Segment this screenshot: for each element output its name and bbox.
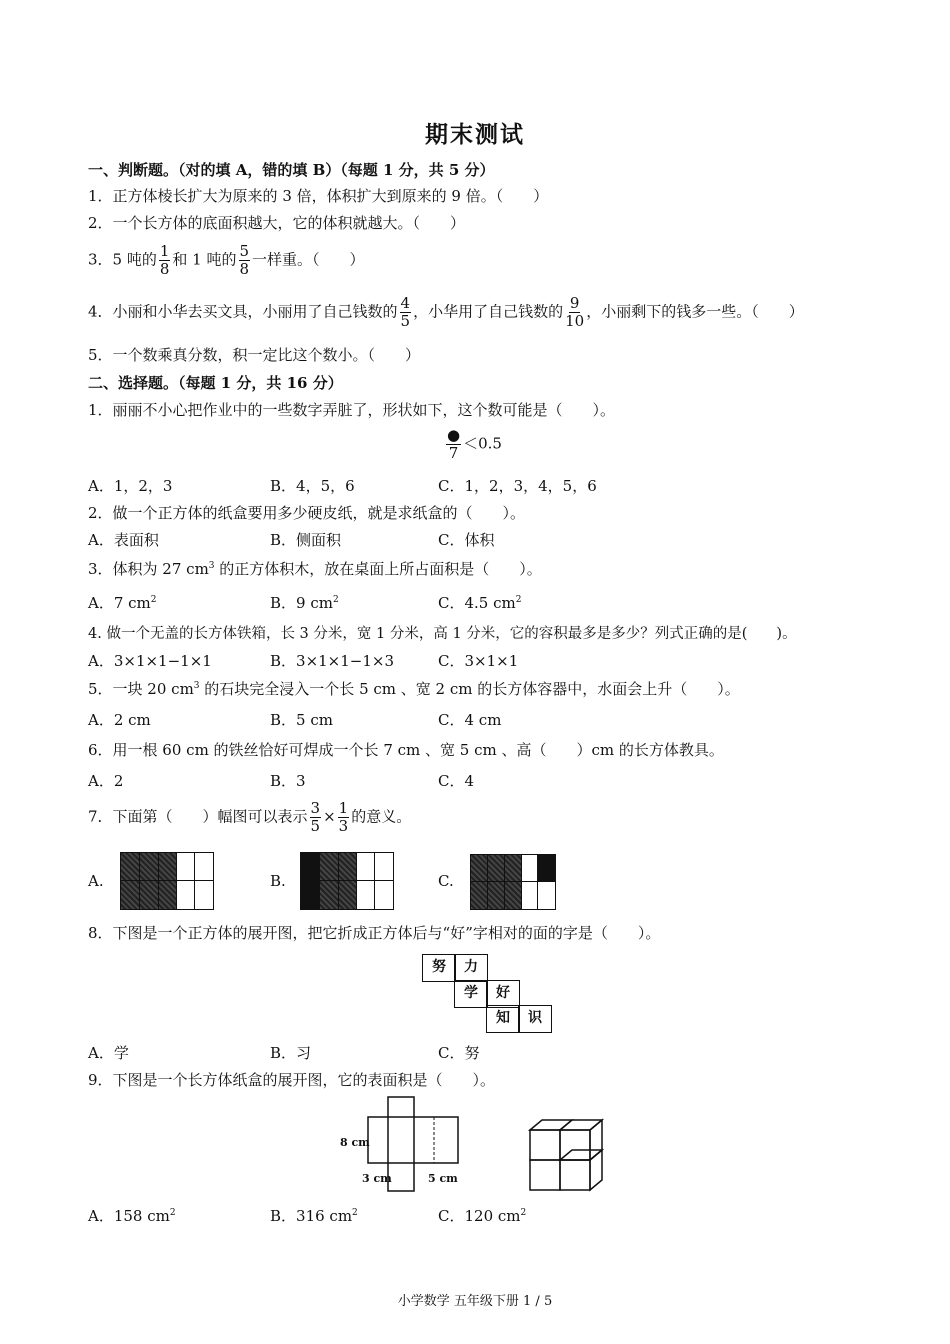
q3-a-text: A．7 cm: [88, 594, 151, 612]
choice-q2: 2．做一个正方体的纸盒要用多少硬皮纸，就是求纸盒的（ ）。: [88, 504, 526, 522]
q2-option-c: C．体积: [438, 531, 495, 549]
grid-cell: [522, 855, 538, 882]
shaded-cell: [159, 853, 177, 881]
smudged-fraction: [444, 427, 502, 462]
fraction-4-5: [400, 295, 412, 330]
label-8cm: 8 cm: [340, 1136, 370, 1149]
fraction-smudge-7: [446, 427, 461, 462]
grid-cell: [357, 881, 375, 909]
grid-figure-a: [120, 852, 214, 910]
q9-b-sup: 2: [352, 1208, 358, 1218]
q3-sup: 3: [208, 561, 215, 571]
shaded-cell: [301, 853, 320, 881]
frac-den: 7: [448, 444, 459, 462]
q4-text-c: ，小丽剩下的钱多一些。（ ）: [586, 302, 804, 321]
shaded-cell: [320, 853, 339, 881]
shaded-cell: [121, 881, 140, 909]
q5-option-a: A．2 cm: [88, 711, 151, 729]
q4-option-b: B．3×1×1−1×3: [270, 652, 395, 670]
net-cell: 知: [486, 1005, 520, 1033]
frac-num: 5: [239, 242, 250, 260]
net-cell: 力: [454, 954, 488, 982]
grid-cell: [195, 853, 213, 881]
q4-option-a: A．3×1×1−1×1: [88, 652, 212, 670]
q8-option-c: C．努: [438, 1044, 480, 1062]
shaded-cell: [505, 882, 522, 909]
section1-heading: 一、判断题。（对的填 A，错的填 B）（每题 1 分，共 5 分）: [88, 161, 495, 179]
frac-num: 3: [310, 799, 321, 817]
q7-label-a: A.: [88, 872, 104, 890]
grid-cell: [177, 881, 195, 909]
q9-a-text: A．158 cm: [88, 1207, 170, 1225]
q8-option-b: B．习: [270, 1044, 312, 1062]
frac-den: 5: [400, 312, 411, 330]
shaded-cell: [140, 881, 159, 909]
choice-q3: [88, 558, 542, 579]
shaded-cell: [159, 881, 177, 909]
shaded-cell: [121, 853, 140, 881]
q7-label-c: C.: [438, 872, 454, 890]
fraction-9-10: [565, 295, 584, 330]
q7-label-b: B.: [270, 872, 286, 890]
grid-cell: [538, 882, 555, 909]
judge-q5: 5．一个数乘真分数，积一定比这个数小。（ ）: [88, 346, 421, 364]
q4-option-c: C．3×1×1: [438, 652, 519, 670]
grid-cell: [375, 853, 393, 881]
q1-option-c: C．1，2，3，4，5，6: [438, 477, 597, 495]
judge-q1: 1．正方体棱长扩大为原来的 3 倍，体积扩大到原来的 9 倍。（ ）: [88, 187, 549, 205]
stacked-cubes-figure: [526, 1110, 608, 1194]
q7-text-b: 的意义。: [351, 807, 412, 826]
q6-option-c: C．4: [438, 772, 475, 790]
choice-q9: 9．下图是一个长方体纸盒的展开图，它的表面积是（ ）。: [88, 1071, 496, 1089]
choice-q7: [88, 800, 411, 835]
frac-num: 1: [338, 799, 349, 817]
fraction-3-5: [310, 800, 322, 835]
q3-a-sup: 2: [150, 595, 157, 605]
label-5cm: 5 cm: [428, 1172, 458, 1185]
q3-option-a: [88, 592, 157, 613]
section2-heading: 二、选择题。（每题 1 分，共 16 分）: [88, 374, 343, 392]
page-footer: 小学数学 五年级下册 1 / 5: [397, 1294, 553, 1309]
shaded-cell: [339, 853, 357, 881]
frac-den: 8: [159, 260, 170, 278]
q9-a-sup: 2: [169, 1208, 176, 1218]
grid-cell: [195, 881, 213, 909]
shaded-cell: [140, 853, 159, 881]
q1-option-b: B．4，5，6: [270, 477, 355, 495]
shaded-cell: [488, 882, 505, 909]
judge-q2: 2．一个长方体的底面积越大，它的体积就越大。（ ）: [88, 214, 466, 232]
q9-c-text: C．120 cm: [438, 1207, 521, 1225]
q3-post: 的正方体积木，放在桌面上所占面积是（ ）。: [214, 560, 542, 578]
net-cell: 学: [454, 980, 488, 1008]
page-title: 期末测试: [425, 121, 525, 148]
net-cell: 识: [518, 1005, 552, 1033]
q3-pre: 3．体积为 27 cm: [88, 560, 209, 578]
shaded-cell: [320, 881, 339, 909]
q5-option-c: C．4 cm: [438, 711, 502, 729]
shaded-cell: [505, 855, 522, 882]
q3-text-c: 一样重。（ ）: [252, 250, 365, 269]
q3-c-sup: 2: [515, 595, 522, 605]
q3-c-text: C．4.5 cm: [438, 594, 516, 612]
q6-option-b: B．3: [270, 772, 306, 790]
smudge-icon: ●: [447, 426, 461, 444]
q4-text-a: 4．小丽和小华去买文具，小丽用了自己钱数的: [88, 302, 398, 321]
frac-den: 3: [338, 817, 349, 835]
choice-q1: 1．丽丽不小心把作业中的一些数字弄脏了，形状如下，这个数可能是（ ）。: [88, 401, 616, 419]
shaded-cell: [301, 881, 320, 909]
choice-q6: 6．用一根 60 cm 的铁丝恰好可焊成一个长 7 cm 、宽 5 cm 、高（ ）cm 的长方体教具。: [88, 741, 724, 759]
q9-b-text: B．316 cm: [270, 1207, 353, 1225]
judge-q3: [88, 243, 365, 278]
grid-cell: [357, 853, 375, 881]
shaded-cell: [538, 855, 555, 882]
grid-cell: [375, 881, 393, 909]
q3-option-b: [270, 592, 339, 613]
q3-b-sup: 2: [332, 595, 339, 605]
q7-text-a: 7．下面第（ ）幅图可以表示: [88, 807, 308, 826]
q9-c-sup: 2: [520, 1208, 527, 1218]
shaded-cell: [488, 855, 505, 882]
judge-q4: [88, 295, 804, 330]
shaded-cell: [471, 882, 488, 909]
q5-pre: 5．一块 20 cm: [88, 680, 194, 698]
q1-option-a: A．1，2，3: [88, 477, 173, 495]
grid-figure-c: [470, 854, 556, 910]
grid-figure-b: [300, 852, 394, 910]
q3-b-text: B．9 cm: [270, 594, 333, 612]
frac-num: 1: [159, 242, 170, 260]
q9-option-a: [88, 1205, 176, 1226]
q3-option-c: [438, 592, 521, 613]
frac-den: 5: [310, 817, 321, 835]
label-3cm: 3 cm: [362, 1172, 392, 1185]
grid-cell: [177, 853, 195, 881]
frac-num: 9: [569, 294, 580, 312]
fraction-1-3: [338, 800, 350, 835]
q8-option-a: A．学: [88, 1044, 129, 1062]
net-cell: 努: [422, 954, 456, 982]
q4-text-b: ，小华用了自己钱数的: [413, 302, 564, 321]
net-cell: 好: [486, 980, 520, 1008]
choice-q8: 8．下图是一个正方体的展开图，把它折成正方体后与“好”字相对的面的字是（ ）。: [88, 924, 661, 942]
choice-q4: 4. 做一个无盖的长方体铁箱，长 3 分米，宽 1 分米，高 1 分米，它的容积最多是多少？列式正确的是( )。: [88, 626, 797, 642]
q9-option-b: [270, 1205, 358, 1226]
choice-q5: [88, 678, 740, 699]
q6-option-a: A．2: [88, 772, 124, 790]
q9-option-c: [438, 1205, 526, 1226]
grid-cell: [522, 882, 538, 909]
fraction-5-8: [239, 243, 251, 278]
q2-option-a: A．表面积: [88, 531, 159, 549]
q3-text-b: 和 1 吨的: [172, 250, 237, 269]
q5-post: 的石块完全浸入一个长 5 cm 、宽 2 cm 的长方体容器中，水面会上升（ ）。: [199, 680, 740, 698]
q5-sup: 3: [193, 681, 200, 691]
frac-den: 8: [239, 260, 250, 278]
fraction-1-8: [159, 243, 171, 278]
shaded-cell: [339, 881, 357, 909]
shaded-cell: [471, 855, 488, 882]
q2-option-b: B．侧面积: [270, 531, 342, 549]
q3-text-a: 3．5 吨的: [88, 250, 157, 269]
frac-den: 10: [565, 312, 585, 330]
times-sign: ×: [323, 807, 336, 826]
q5-option-b: B．5 cm: [270, 711, 333, 729]
comparison: ＜0.5: [463, 434, 502, 453]
frac-num: 4: [400, 294, 411, 312]
